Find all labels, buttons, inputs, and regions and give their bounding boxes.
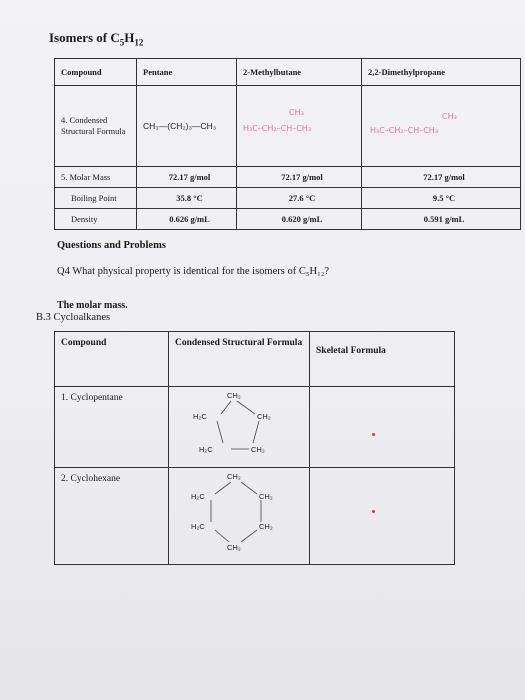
cp-atom-top: CH₂ [227,391,241,400]
handwritten-formula-b: H₃C–CH₂–CH–CH₃ [243,124,312,133]
cp-atom-bottom-left: H₂C [199,445,213,454]
handwritten-formula-d: H₃C–CH₂–CH–CH₃ [370,126,439,135]
ch-atom-lower-left: H₂C [191,522,205,531]
questions-heading: Questions and Problems [57,240,166,251]
dimethylpropane-formula-cell [362,86,521,167]
title-formula: $C_5H_{12}$ [110,30,144,48]
pentane-formula: CH₃—(CH₂)₃—CH₃ [137,86,237,167]
molar-mass-row [55,167,521,188]
header-dimethylpropane: 2,2-Dimethylpropane [362,59,521,86]
boiling-point-row [55,188,521,209]
cyclopentane-row [55,387,455,468]
molar-mass-methylbutane: 72.17 g/mol [237,167,362,188]
ch-atom-lower-right: CH₂ [259,522,273,531]
structural-formula-row [55,86,521,167]
ch-atom-bottom: CH₂ [227,543,241,552]
header-skeletal-formula: Skeletal Formula [310,332,455,387]
answer-q4: The molar mass. [57,300,128,311]
density-dimethylpropane: 0.591 g/mL [362,209,521,230]
handwritten-branch-a: CH₃ [289,108,304,117]
boiling-point-pentane: 35.8 °C [137,188,237,209]
page-title [49,30,143,48]
cyclopentane-skeletal-cell [310,387,455,468]
handwritten-branch-c: CH₃ [442,112,457,121]
cyclopentane-ring-diagram [169,387,309,467]
boiling-point-methylbutane: 27.6 °C [237,188,362,209]
cyclohexane-ring-diagram [169,468,309,564]
ch-atom-upper-right: CH₂ [259,492,273,501]
cycloalkanes-header-row [55,332,455,387]
ch-atom-top: CH₂ [227,472,241,481]
cyclohexane-row [55,468,455,565]
methylbutane-formula-cell [237,86,362,167]
pen-mark [372,510,375,513]
question-q4: Q4 What physical property is identical for the isomers of C₅H₁₂? [57,266,330,277]
pen-mark [372,433,375,436]
cp-atom-left: H₂C [193,412,207,421]
cyclohexane-skeletal-cell [310,468,455,565]
isomers-header-row [55,59,521,86]
cycloalkanes-table [54,331,455,565]
header-compound: Compound [55,59,137,86]
density-label: Density [55,209,137,230]
molar-mass-pentane: 72.17 g/mol [137,167,237,188]
header-compound-2: Compound [55,332,169,387]
cp-atom-right: CH₂ [257,412,271,421]
cyclopentane-name: 1. Cyclopentane [55,387,169,468]
cyclohexane-name: 2. Cyclohexane [55,468,169,565]
cyclohexane-structure-cell [169,468,310,565]
structural-formula-label: 4. Condensed Structural Formula [55,86,137,167]
density-row [55,209,521,230]
ch-atom-upper-left: H₂C [191,492,205,501]
header-pentane: Pentane [137,59,237,86]
boiling-point-label: Boiling Point [55,188,137,209]
cp-atom-bottom-right: CH₂ [251,445,265,454]
header-condensed-structural: Condensed Structural Formula [169,332,310,387]
boiling-point-dimethylpropane: 9.5 °C [362,188,521,209]
isomers-table [54,58,521,230]
cyclopentane-structure-cell [169,387,310,468]
title-text: Isomers of [49,30,111,45]
density-pentane: 0.626 g/mL [137,209,237,230]
molar-mass-label: 5. Molar Mass [55,167,137,188]
density-methylbutane: 0.620 g/mL [237,209,362,230]
molar-mass-dimethylpropane: 72.17 g/mol [362,167,521,188]
header-methylbutane: 2-Methylbutane [237,59,362,86]
section-b3-heading: B.3 Cycloalkanes [36,312,111,323]
